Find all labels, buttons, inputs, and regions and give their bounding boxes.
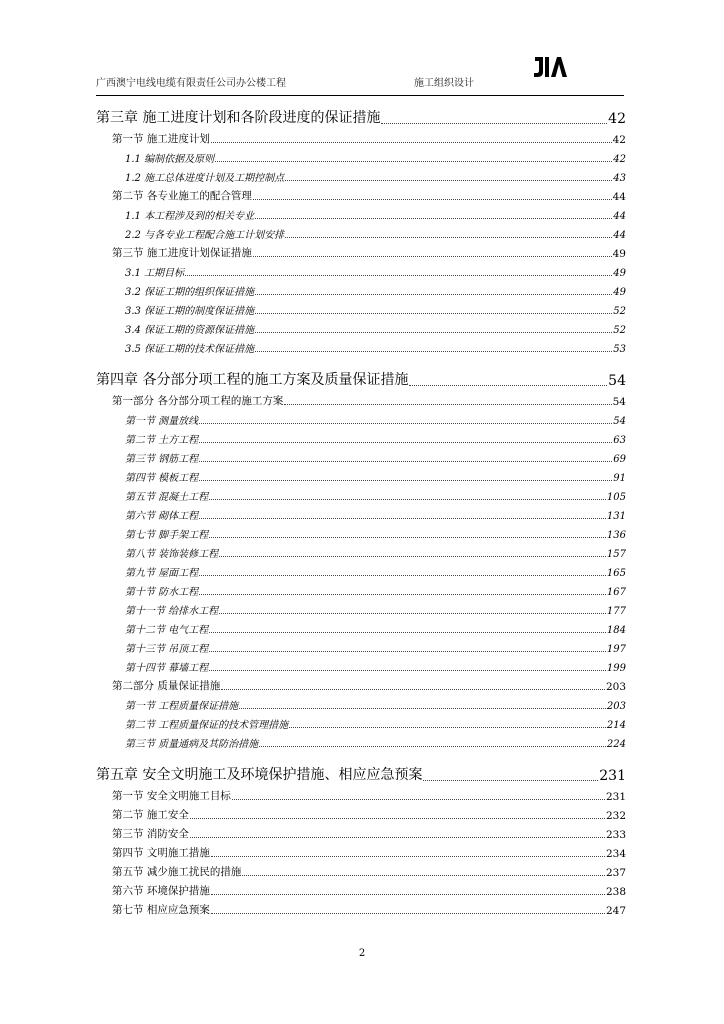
- toc-leader-dots: [199, 518, 606, 519]
- toc-leader-dots: [381, 123, 607, 124]
- page-number: 2: [358, 948, 366, 959]
- toc-entry-sub: [96, 503, 626, 522]
- toc-entry-sub: [96, 731, 626, 750]
- toc-entry-page: 44: [613, 230, 626, 241]
- toc-leader-dots: [199, 575, 606, 576]
- toc-entry-title: 第七节 相应应急预案: [112, 904, 210, 916]
- toc-entry-title: 第二节 土方工程: [125, 435, 199, 446]
- header-rule: [96, 95, 624, 96]
- toc-entry-title: 第七节 脚手架工程: [125, 530, 209, 541]
- toc-entry-sub: [96, 484, 626, 503]
- toc-entry-title: 第一节 安全文明施工目标: [112, 790, 231, 802]
- toc-entry-title: 第一节 施工进度计划: [112, 133, 210, 145]
- toc-entry-page: 197: [606, 644, 626, 655]
- toc-entry-title: 第十三节 吊顶工程: [125, 644, 209, 655]
- toc-entry-page: 54: [613, 416, 626, 427]
- toc-leader-dots: [199, 461, 612, 462]
- toc-entry-page: 131: [606, 511, 626, 522]
- toc-entry-sub: [96, 317, 626, 336]
- toc-leader-dots: [199, 442, 612, 443]
- toc-leader-dots: [199, 480, 612, 481]
- toc-entry-page: 49: [613, 268, 626, 279]
- toc-entry-page: 43: [613, 173, 626, 184]
- header-company: 广西澳宁电线电缆有限责任公司办公楼工程: [96, 78, 286, 89]
- toc-entry-sub: [96, 336, 626, 355]
- toc-entry-page: 44: [613, 211, 626, 222]
- toc-entry-section: [96, 127, 626, 146]
- toc-leader-dots: [232, 799, 605, 800]
- toc-entry-title: 第五节 混凝土工程: [125, 492, 209, 503]
- toc-entry-page: 69: [613, 454, 626, 465]
- toc-entry-page: 63: [613, 435, 626, 446]
- toc-entry-title: 第十四节 幕墙工程: [125, 663, 209, 674]
- toc-entry-title: 第一节 工程质量保证措施: [125, 701, 239, 712]
- toc-entry-title: 第三节 施工进度计划保证措施: [112, 247, 252, 259]
- toc-leader-dots: [215, 161, 612, 162]
- toc-leader-dots: [209, 651, 606, 652]
- toc-entry-page: 54: [612, 396, 626, 408]
- toc-leader-dots: [255, 351, 612, 352]
- toc-leader-dots: [211, 913, 605, 914]
- toc-entry-title: 第四节 模板工程: [125, 473, 199, 484]
- toc-entry-page: 157: [606, 549, 626, 560]
- toc-entry-page: 234: [605, 848, 626, 860]
- toc-entry-page: 52: [613, 306, 626, 317]
- toc-leader-dots: [211, 856, 605, 857]
- toc-entry-section: [96, 674, 626, 693]
- company-logo: [533, 54, 567, 80]
- toc-entry-page: 199: [606, 663, 626, 674]
- toc-entry-sub: [96, 598, 626, 617]
- toc-leader-dots: [211, 142, 612, 143]
- toc-leader-dots: [253, 199, 612, 200]
- toc-entry-page: 91: [613, 473, 626, 484]
- toc-entry-page: 233: [605, 829, 626, 841]
- header-doc-title: 施工组织设计: [414, 78, 474, 89]
- toc-leader-dots: [253, 256, 612, 257]
- toc-leader-dots: [255, 332, 612, 333]
- table-of-contents: [96, 101, 626, 917]
- toc-leader-dots: [199, 594, 606, 595]
- toc-entry-page: 232: [605, 810, 626, 822]
- toc-leader-dots: [255, 218, 612, 219]
- toc-leader-dots: [219, 556, 606, 557]
- toc-entry-page: 203: [605, 681, 626, 693]
- toc-entry-title: 第二节 各专业施工的配合管理: [112, 190, 252, 202]
- toc-leader-dots: [190, 818, 605, 819]
- toc-entry-title: 第三节 钢筋工程: [125, 454, 199, 465]
- toc-entry-title: 第二节 工程质量保证的技术管理措施: [125, 720, 289, 731]
- toc-entry-sub: [96, 712, 626, 731]
- toc-leader-dots: [409, 385, 607, 386]
- toc-entry-title: 第三节 质量通病及其防治措施: [125, 739, 259, 750]
- toc-entry-title: 第六节 砌体工程: [125, 511, 199, 522]
- toc-entry-section: [96, 879, 626, 898]
- toc-entry-title: 第四节 文明施工措施: [112, 847, 210, 859]
- toc-leader-dots: [209, 632, 606, 633]
- toc-entry-section: [96, 860, 626, 879]
- toc-entry-page: 49: [612, 248, 626, 260]
- toc-leader-dots: [242, 875, 605, 876]
- toc-entry-page: 203: [606, 701, 626, 712]
- toc-entry-page: 231: [605, 791, 626, 803]
- toc-entry-page: 184: [606, 625, 626, 636]
- toc-entry-sub: [96, 260, 626, 279]
- toc-entry-section: [96, 841, 626, 860]
- toc-entry-sub: [96, 617, 626, 636]
- toc-entry-sub: [96, 541, 626, 560]
- toc-leader-dots: [185, 275, 612, 276]
- toc-entry-sub: [96, 165, 626, 184]
- toc-entry-page: 49: [613, 287, 626, 298]
- toc-entry-title: 1.2 施工总体进度计划及工期控制点: [125, 173, 285, 184]
- toc-entry-sub: [96, 222, 626, 241]
- toc-entry-sub: [96, 408, 626, 427]
- toc-entry-section: [96, 184, 626, 203]
- toc-entry-chapter: [96, 363, 626, 389]
- toc-entry-section: [96, 803, 626, 822]
- toc-entry-sub: [96, 522, 626, 541]
- toc-entry-page: 53: [613, 344, 626, 355]
- toc-entry-title: 第三章 施工进度计划和各阶段进度的保证措施: [96, 110, 381, 126]
- toc-entry-page: 214: [606, 720, 626, 731]
- toc-entry-page: 136: [606, 530, 626, 541]
- toc-entry-sub: [96, 146, 626, 165]
- toc-entry-title: 2.2 与各专业工程配合施工计划安排: [125, 230, 285, 241]
- toc-entry-title: 第六节 环境保护措施: [112, 885, 210, 897]
- toc-entry-title: 第四章 各分部分项工程的施工方案及质量保证措施: [96, 372, 409, 388]
- toc-entry-title: 3.5 保证工期的技术保证措施: [125, 344, 255, 355]
- toc-entry-section: [96, 241, 626, 260]
- toc-entry-section: [96, 822, 626, 841]
- toc-entry-title: 第十节 防水工程: [125, 587, 199, 598]
- toc-entry-title: 第一部分 各分部分项工程的施工方案: [112, 395, 284, 407]
- toc-leader-dots: [199, 423, 612, 424]
- toc-entry-title: 第八节 装饰装修工程: [125, 549, 219, 560]
- toc-entry-title: 3.2 保证工期的组织保证措施: [125, 287, 255, 298]
- toc-entry-section: [96, 389, 626, 408]
- toc-leader-dots: [221, 689, 605, 690]
- toc-entry-sub: [96, 427, 626, 446]
- toc-entry-sub: [96, 560, 626, 579]
- toc-entry-page: 238: [605, 886, 626, 898]
- toc-leader-dots: [289, 727, 606, 728]
- toc-leader-dots: [190, 837, 605, 838]
- toc-entry-title: 第二节 施工安全: [112, 809, 189, 821]
- page-header: [96, 68, 624, 92]
- toc-entry-page: 247: [605, 905, 626, 917]
- toc-entry-title: 第三节 消防安全: [112, 828, 189, 840]
- toc-entry-title: 第五章 安全文明施工及环境保护措施、相应应急预案: [96, 767, 423, 783]
- toc-entry-page: 42: [608, 111, 626, 127]
- toc-entry-title: 1.1 编制依据及原则: [125, 154, 215, 165]
- toc-leader-dots: [209, 499, 606, 500]
- toc-leader-dots: [209, 537, 606, 538]
- toc-entry-page: 165: [606, 568, 626, 579]
- toc-entry-page: 52: [613, 325, 626, 336]
- toc-entry-chapter: [96, 101, 626, 127]
- toc-entry-title: 3.1 工期目标: [125, 268, 185, 279]
- toc-leader-dots: [255, 313, 612, 314]
- toc-entry-sub: [96, 298, 626, 317]
- toc-entry-sub: [96, 465, 626, 484]
- toc-leader-dots: [211, 894, 605, 895]
- toc-entry-sub: [96, 655, 626, 674]
- toc-entry-page: 177: [606, 606, 626, 617]
- toc-entry-chapter: [96, 758, 626, 784]
- toc-entry-section: [96, 784, 626, 803]
- toc-entry-page: 54: [608, 373, 626, 389]
- toc-leader-dots: [284, 404, 611, 405]
- toc-entry-page: 224: [606, 739, 626, 750]
- toc-entry-title: 第十二节 电气工程: [125, 625, 209, 636]
- toc-leader-dots: [285, 237, 612, 238]
- toc-entry-title: 第五节 减少施工扰民的措施: [112, 866, 242, 878]
- toc-entry-sub: [96, 203, 626, 222]
- toc-leader-dots: [209, 670, 606, 671]
- toc-entry-title: 3.4 保证工期的资源保证措施: [125, 325, 255, 336]
- toc-entry-title: 3.3 保证工期的制度保证措施: [125, 306, 255, 317]
- toc-entry-page: 167: [606, 587, 626, 598]
- toc-entry-page: 105: [606, 492, 626, 503]
- toc-entry-title: 第一节 测量放线: [125, 416, 199, 427]
- toc-entry-title: 第九节 屋面工程: [125, 568, 199, 579]
- toc-entry-page: 231: [599, 768, 626, 784]
- toc-entry-sub: [96, 693, 626, 712]
- toc-leader-dots: [219, 613, 606, 614]
- toc-leader-dots: [285, 180, 612, 181]
- toc-entry-sub: [96, 446, 626, 465]
- toc-entry-title: 1.1 本工程涉及到的相关专业: [125, 211, 255, 222]
- toc-leader-dots: [239, 708, 606, 709]
- toc-entry-title: 第二部分 质量保证措施: [112, 680, 221, 692]
- toc-entry-page: 42: [613, 154, 626, 165]
- toc-leader-dots: [259, 746, 606, 747]
- toc-entry-page: 42: [612, 134, 626, 146]
- toc-leader-dots: [255, 294, 612, 295]
- toc-entry-title: 第十一节 给排水工程: [125, 606, 219, 617]
- toc-entry-page: 44: [612, 191, 626, 203]
- toc-entry-page: 237: [605, 867, 626, 879]
- toc-entry-section: [96, 898, 626, 917]
- toc-entry-sub: [96, 579, 626, 598]
- toc-entry-sub: [96, 636, 626, 655]
- toc-leader-dots: [423, 780, 598, 781]
- toc-entry-sub: [96, 279, 626, 298]
